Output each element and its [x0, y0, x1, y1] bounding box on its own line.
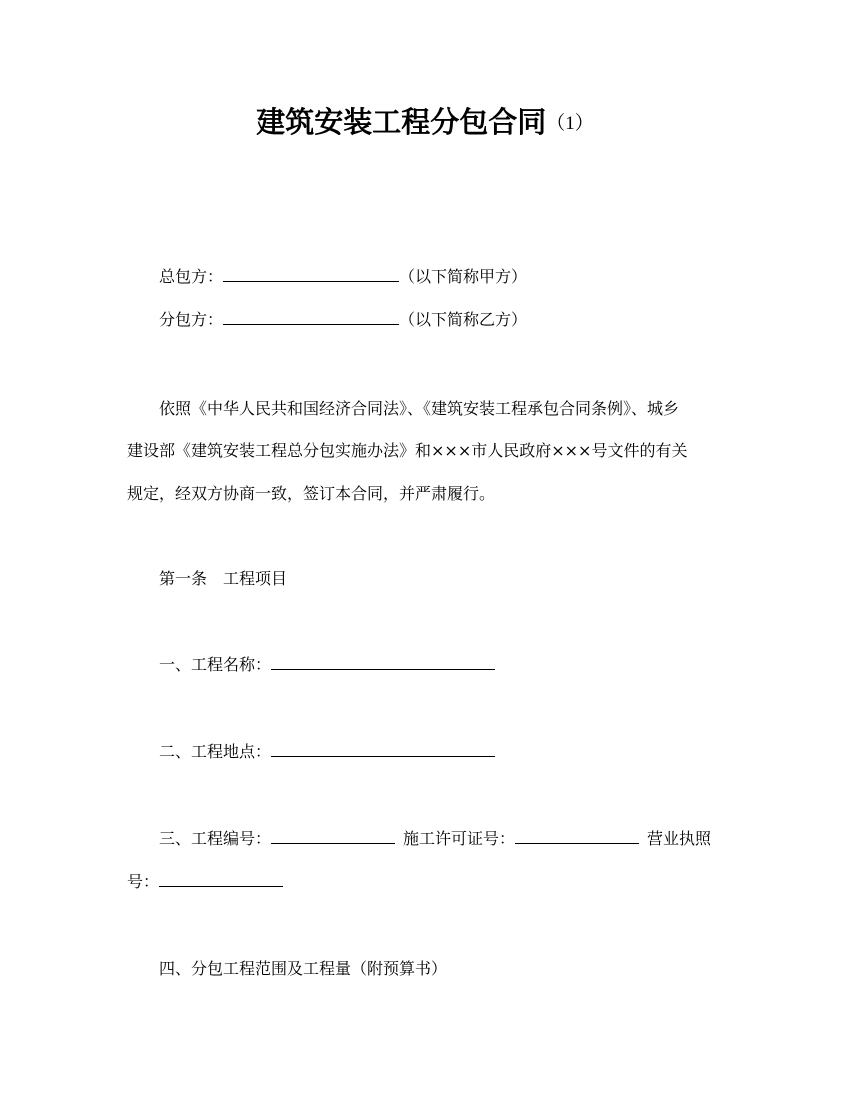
preamble-line-3: 规定，经双方协商一致，签订本合同，并严肃履行。 [127, 484, 496, 503]
license-label-cont: 号： [127, 872, 160, 891]
subcontractor-label: 分包方： [159, 310, 224, 329]
article1-heading [159, 565, 287, 593]
article1-title: 工程项目 [223, 569, 288, 588]
project-location-blank[interactable] [271, 739, 495, 757]
item-project-name [159, 651, 495, 679]
subcontractor-line [159, 306, 527, 334]
permit-blank[interactable] [515, 826, 639, 844]
subcontractor-note: （以下简称乙方） [399, 310, 528, 329]
preamble-line-2: 建设部《建筑安装工程总分包实施办法》和×××市人民政府×××号文件的有关 [127, 441, 688, 460]
permit-label: 施工许可证号： [403, 829, 516, 848]
project-number-label: 三、工程编号： [159, 829, 272, 848]
general-contractor-note: （以下简称甲方） [399, 267, 528, 286]
title-suffix: （1） [546, 113, 594, 134]
license-label: 营业执照 [647, 829, 712, 848]
title-text: 建筑安装工程分包合同 [256, 105, 547, 139]
document-title [0, 100, 850, 146]
preamble-line-1: 依照《中华人民共和国经济合同法》、《建筑安装工程承包合同条例》、城乡 [159, 399, 680, 418]
item-project-number [159, 825, 711, 853]
item-project-location [159, 738, 495, 766]
project-location-label: 二、工程地点： [159, 742, 272, 761]
article1-number: 第一条 [159, 569, 208, 588]
item-scope: 四、分包工程范围及工程量（附预算书） [159, 959, 448, 978]
general-contractor-label: 总包方： [159, 267, 224, 286]
general-contractor-line [159, 263, 527, 291]
project-number-blank[interactable] [271, 826, 395, 844]
general-contractor-blank[interactable] [223, 264, 399, 282]
license-blank[interactable] [159, 869, 283, 887]
subcontractor-blank[interactable] [223, 307, 399, 325]
project-name-label: 一、工程名称： [159, 655, 272, 674]
item-license-cont [127, 868, 283, 896]
project-name-blank[interactable] [271, 652, 495, 670]
